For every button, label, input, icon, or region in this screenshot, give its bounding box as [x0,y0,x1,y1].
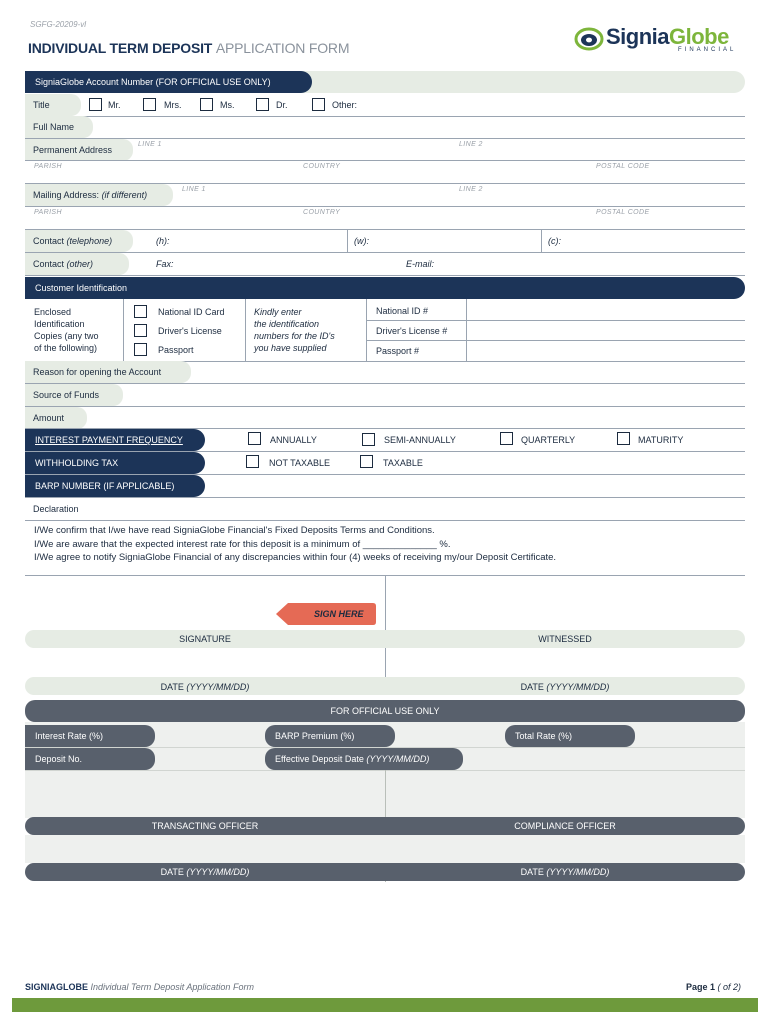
page-of: ( of 2) [717,982,742,992]
title-dr-label: Dr. [276,100,288,110]
mailing-address-label [25,184,173,206]
not-taxable-checkbox[interactable] [246,455,259,468]
witness-date-label: DATE (YYYY/MM/DD) [520,682,610,692]
official-use-header: FOR OFFICIAL USE ONLY [25,700,745,722]
perm-parish-hint: PARISH [34,163,62,170]
transacting-officer-label: TRANSACTING OFFICER [151,821,259,831]
footer-text [25,982,254,992]
account-number-label: SigniaGlobe Account Number (FOR OFFICIAL USE ONLY) [25,71,312,93]
declaration-label: Declaration [33,504,79,514]
source-of-funds-field[interactable] [25,406,745,407]
mail-parish-field[interactable] [25,229,745,230]
transacting-date-label: DATE (YYYY/MM/DD) [160,867,250,877]
title-label: Title [25,94,81,116]
title-mrs-checkbox[interactable] [143,98,156,111]
mail-line2-hint: LINE 2 [459,186,483,193]
email-label: E-mail: [406,259,435,269]
perm-line2-hint: LINE 2 [459,141,483,148]
mailing-address-italic: (if different) [101,190,148,200]
taxable-checkbox[interactable] [360,455,373,468]
mail-postal-hint: POSTAL CODE [596,209,650,216]
signature-field[interactable] [25,648,385,676]
passport-label: Passport [158,345,194,355]
deposit-no-label: Deposit No. [25,748,155,770]
annually-checkbox[interactable] [248,432,261,445]
enclosed-line: of the following) [34,343,98,353]
perm-country-hint: COUNTRY [303,163,341,170]
total-rate-label: Total Rate (%) [505,725,635,747]
perm-line1-hint: LINE 1 [138,141,162,148]
contact-telephone-field[interactable] [25,252,745,253]
semi-annually-checkbox[interactable] [362,433,375,446]
sign-here-flag [276,603,376,625]
divider [466,299,467,361]
national-id-number-field[interactable] [366,320,745,321]
permanent-address-label: Permanent Address [25,139,133,161]
footer-brand: SIGNIAGLOBE [25,982,89,992]
divider [541,230,542,252]
form-code: SGFG-20209-vl [30,20,87,29]
instruction-line: you have supplied [254,343,327,353]
national-id-label: National ID Card [158,307,225,317]
amount-label: Amount [25,407,87,429]
signature-label: SIGNATURE [179,634,231,644]
footer-subtitle: Individual Term Deposit Application Form [90,982,254,992]
interest-rate-label: Interest Rate (%) [25,725,155,747]
divider [245,299,246,361]
mail-line-field[interactable] [25,206,745,207]
phone-work-label: (w): [354,236,369,246]
drivers-license-label: Driver's License [158,326,222,336]
globe-swoosh-icon [574,25,604,53]
declaration-line-1: I/We confirm that I/we have read SigniaGlobe Financial's Fixed Deposits Terms and Conditions. [34,525,435,536]
declaration-line-2: I/We are aware that the expected interest rate for this deposit is a minimum of ______________ %. [34,539,451,550]
divider [123,299,124,361]
full-name-field[interactable] [25,138,745,139]
full-name-label: Full Name [25,116,93,138]
id-instruction-text [254,306,335,354]
title-mr-label: Mr. [108,100,121,110]
official-signature-field[interactable] [25,770,745,816]
enclosed-copies-text [34,306,124,354]
compliance-officer-label: COMPLIANCE OFFICER [514,821,616,831]
effective-date-label: Effective Deposit Date (YYYY/MM/DD) [265,748,463,770]
form-title-thin: APPLICATION FORM [215,40,350,56]
mailing-address-text: Mailing Address: [33,190,100,200]
drivers-license-checkbox[interactable] [134,324,147,337]
barp-premium-label: BARP Premium (%) [265,725,395,747]
page-number-value: Page 1 [686,982,716,992]
contact-other-label [25,253,129,275]
divider [25,520,745,521]
declaration-line-3: I/We agree to notify SigniaGlobe Financial of any discrepancies within four (4) weeks of receiving my/our Deposit Certificate. [34,552,557,563]
contact-other-italic: (other) [66,259,94,269]
divider [366,299,367,361]
contact-tel-text: Contact [33,236,65,246]
page-number [686,982,741,992]
contact-other-text: Contact [33,259,65,269]
semi-annually-label: SEMI-ANNUALLY [384,435,456,445]
mail-country-hint: COUNTRY [303,209,341,216]
logo-main: Signia [606,24,670,49]
interest-frequency-label: INTEREST PAYMENT FREQUENCY [25,429,205,451]
title-other-label: Other: [332,100,358,110]
logo-sub: FINANCIAL [678,47,737,53]
source-of-funds-label: Source of Funds [25,384,123,406]
passport-checkbox[interactable] [134,343,147,356]
signature-date-label: DATE (YYYY/MM/DD) [160,682,250,692]
contact-other-field[interactable] [25,275,745,276]
form-title-bold: INDIVIDUAL TERM DEPOSIT [28,40,213,56]
title-ms-label: Ms. [220,100,235,110]
title-ms-checkbox[interactable] [200,98,213,111]
passport-number-label: Passport # [376,346,420,356]
annually-label: ANNUALLY [270,435,317,445]
footer-bar [12,998,758,1012]
enclosed-line: Identification [34,319,85,329]
form-title [28,40,349,56]
mail-parish-hint: PARISH [34,209,62,216]
contact-tel-italic: (telephone) [66,236,113,246]
quarterly-label: QUARTERLY [521,435,576,445]
enclosed-line: Enclosed [34,307,72,317]
phone-home-label: (h): [156,236,170,246]
customer-identification-header: Customer Identification [25,277,745,299]
title-dr-checkbox[interactable] [256,98,269,111]
barp-number-field[interactable] [25,497,745,498]
title-mr-checkbox[interactable] [89,98,102,111]
witnessed-label: WITNESSED [538,634,592,644]
contact-telephone-label [25,230,133,252]
enclosed-line: Copies (any two [34,331,99,341]
perm-line-field[interactable] [25,160,745,161]
reason-label: Reason for opening the Account [25,361,191,383]
quarterly-checkbox[interactable] [500,432,513,445]
drivers-license-number-label: Driver's License # [376,326,448,336]
national-id-checkbox[interactable] [134,305,147,318]
title-other-checkbox[interactable] [312,98,325,111]
witness-signature-field[interactable] [386,648,745,676]
taxable-label: TAXABLE [383,458,423,468]
phone-cell-label: (c): [548,236,561,246]
national-id-number-label: National ID # [376,306,429,316]
withholding-tax-label: WITHHOLDING TAX [25,452,205,474]
mail-line1-hint: LINE 1 [182,186,206,193]
divider [347,230,348,252]
title-mrs-label: Mrs. [164,100,182,110]
instruction-line: numbers for the ID's [254,331,335,341]
perm-postal-hint: POSTAL CODE [596,163,650,170]
instruction-line: the identification [254,319,320,329]
reason-field[interactable] [25,383,745,384]
divider [25,116,745,117]
sign-here-text: SIGN HERE [314,609,364,619]
officer-signature-area[interactable] [25,835,745,863]
compliance-date-label: DATE (YYYY/MM/DD) [520,867,610,877]
not-taxable-label: NOT TAXABLE [269,458,331,468]
logo-accent: Globe [669,24,729,49]
barp-number-label: BARP NUMBER (IF APPLICABLE) [25,475,205,497]
maturity-checkbox[interactable] [617,432,630,445]
drivers-license-number-field[interactable] [366,340,745,341]
instruction-line: Kindly enter [254,307,302,317]
fax-label: Fax: [156,259,174,269]
maturity-label: MATURITY [638,435,684,445]
company-logo [574,22,754,56]
